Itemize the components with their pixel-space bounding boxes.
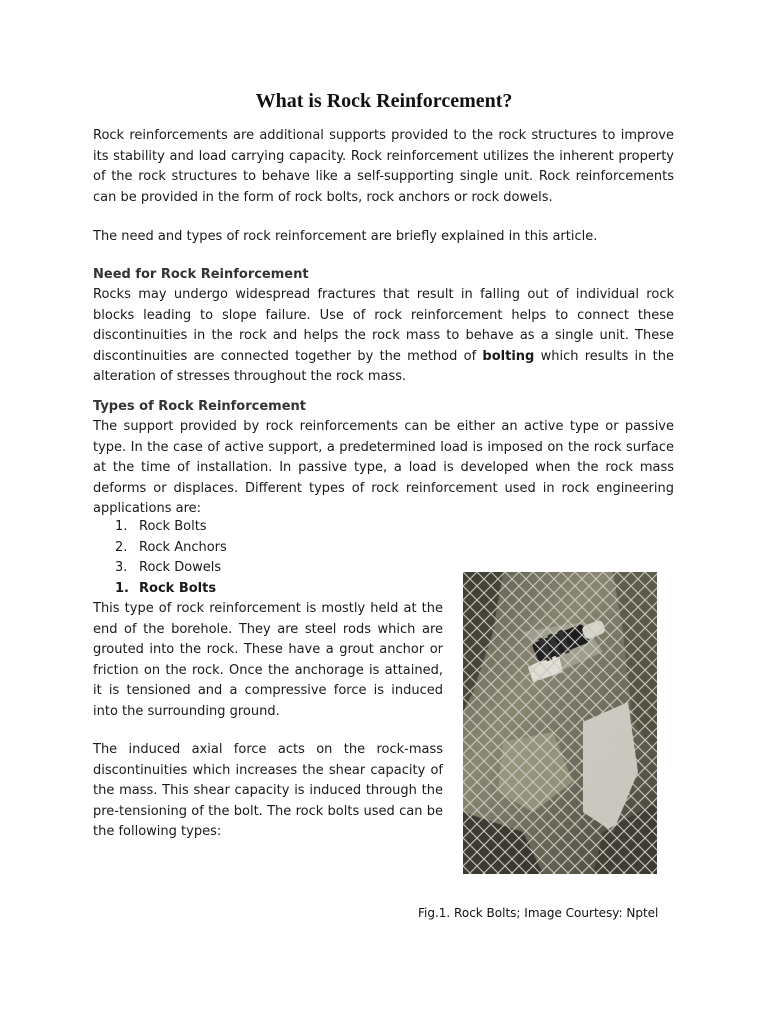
need-heading: Need for Rock Reinforcement: [93, 267, 309, 282]
list-number: 1.: [115, 519, 128, 534]
need-text-after: which results in the alteration of stresses throughout the rock mass.: [93, 348, 675, 384]
need-text-bold: bolting: [482, 348, 535, 364]
rock-bolts-paragraph-2: The induced axial force acts on the rock-mass discontinuities which increases the shear capacity of the mass. This shear capacity is induced through the pre-tensioning of the bolt. The rock bolts used can be the following types:: [93, 742, 443, 839]
list-number: 2.: [115, 539, 128, 555]
subsection-heading: [115, 579, 227, 600]
list-item: [115, 517, 227, 538]
rock-bolts-heading: Rock Bolts: [139, 580, 217, 596]
list-item: [115, 558, 227, 579]
need-text-before: Rocks may undergo widespread fractures that result in falling out of individual rock blocks leading to slope failure. Use of rock reinforcement helps to connect these discontinuities in the rock and helps the rock mass to behave as a single unit. These discontinuities are connected together by the method of: [93, 287, 674, 364]
intro-summary: The need and types of rock reinforcement are briefly explained in this article.: [93, 229, 598, 244]
rock-bolt-photo: [463, 572, 657, 874]
need-paragraph: [93, 285, 674, 388]
list-label: Rock Dowels: [139, 560, 222, 575]
types-heading: Types of Rock Reinforcement: [93, 399, 307, 414]
list-number: 3.: [115, 560, 128, 575]
rock-bolts-paragraph-1: This type of rock reinforcement is mostly held at the end of the borehole. They are steel rods which are grouted into the rock. These have a grout anchor or friction on the rock. Once the anchorage is attained, it is tensioned and a compressive force is induced into the surrounding ground.: [93, 601, 443, 719]
types-paragraph: The support provided by rock reinforcements can be either an active type or passive type. In the case of active support, a predetermined load is imposed on the rock surface at the time of installation. In passive type, a load is developed when the rock mass deforms or displaces. Different types of rock reinforcement used in rock engineering applications are:: [93, 419, 674, 516]
list-number: 1.: [115, 580, 129, 596]
intro-paragraph: Rock reinforcements are additional supports provided to the rock structures to improve its stability and load carrying capacity. Rock reinforcement utilizes the inherent property of the rock structures to behave like a self-supporting single unit. Rock reinforcements can be provided in the form of rock bolts, rock anchors or rock dowels.: [93, 128, 674, 205]
reinforcement-types-list: [115, 517, 227, 599]
list-label: Rock Anchors: [139, 539, 227, 555]
list-label: Rock Bolts: [139, 519, 207, 534]
figure-caption: Fig.1. Rock Bolts; Image Courtesy: Nptel: [418, 906, 659, 920]
page-title: What is Rock Reinforcement?: [255, 90, 513, 112]
list-item: [115, 538, 227, 559]
